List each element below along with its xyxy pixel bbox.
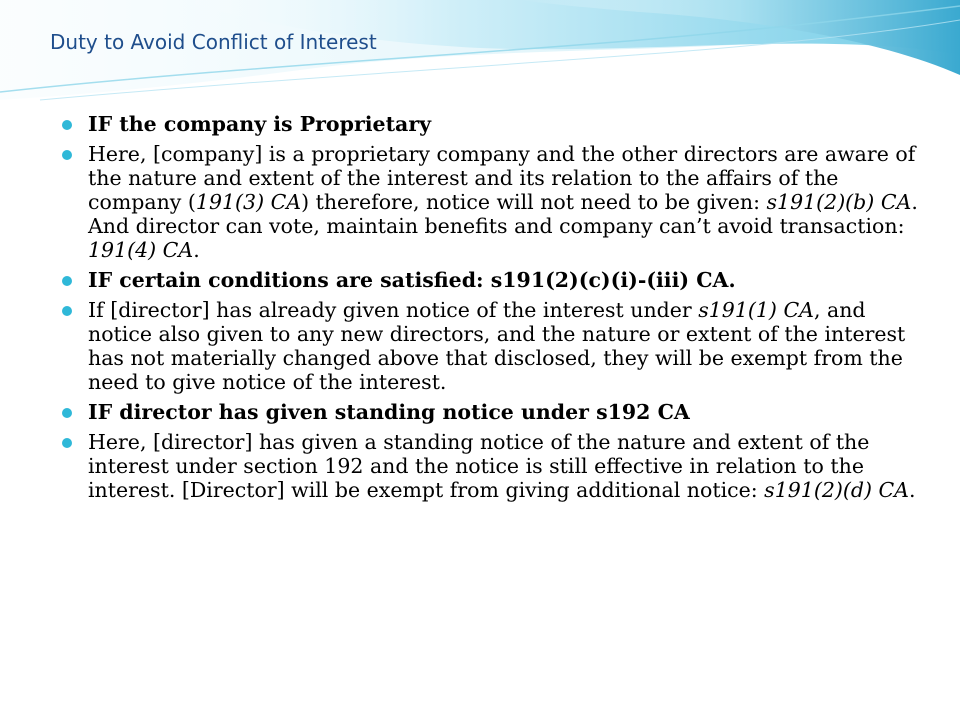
text-segment: . <box>908 478 916 502</box>
bullet-list <box>62 112 922 502</box>
legal-citation: 191(3) CA <box>195 190 302 214</box>
bullet-text <box>88 112 922 136</box>
text-segment: IF the company is Proprietary <box>88 112 432 136</box>
bullet-heading <box>62 400 922 424</box>
legal-citation: s191(2)(b) CA <box>766 190 912 214</box>
bullet-dot-icon <box>62 306 72 316</box>
bullet-text <box>88 400 922 424</box>
bullet-paragraph <box>62 430 922 502</box>
bullet-text <box>88 298 922 394</box>
legal-citation: s191(1) CA <box>698 298 814 322</box>
bullet-heading <box>62 268 922 292</box>
text-segment: . And director can vote, maintain benefits and company can’t avoid transaction: <box>88 190 918 238</box>
header-wave-decoration <box>0 0 960 120</box>
text-segment: IF director has given standing notice under s192 CA <box>88 400 690 424</box>
legal-citation: 191(4) CA <box>88 238 194 262</box>
text-segment: If [director] has already given notice of the interest under <box>88 298 699 322</box>
bullet-paragraph <box>62 298 922 394</box>
text-segment: . <box>193 238 200 262</box>
bullet-text <box>88 268 922 292</box>
bullet-dot-icon <box>62 408 72 418</box>
text-segment: Here, [director] has given a standing notice of the nature and extent of the interest under section 192 and the notice is still effective in relation to the interest. [Director] will be exempt from giving additional notice: <box>88 430 870 502</box>
bullet-heading <box>62 112 922 136</box>
bullet-dot-icon <box>62 120 72 130</box>
text-segment: Here, [company] is a proprietary company and the other directors are aware of the nature and extent of the interest and its relation to the affairs of the company ( <box>88 142 916 214</box>
bullet-dot-icon <box>62 438 72 448</box>
bullet-dot-icon <box>62 276 72 286</box>
text-segment: IF certain conditions are satisfied: s191(2)(c)(i)-(iii) CA. <box>88 268 736 292</box>
text-segment: , and notice also given to any new directors, and the nature or extent of the interest has not materially changed above that disclosed, they will be exempt from the need to give notice of the interest. <box>88 298 906 394</box>
slide-title: Duty to Avoid Conflict of Interest <box>50 30 377 54</box>
legal-citation: s191(2)(d) CA <box>764 478 909 502</box>
bullet-text <box>88 142 922 262</box>
text-segment: ) therefore, notice will not need to be given: <box>301 190 767 214</box>
bullet-dot-icon <box>62 150 72 160</box>
bullet-text <box>88 430 922 502</box>
bullet-paragraph <box>62 142 922 262</box>
